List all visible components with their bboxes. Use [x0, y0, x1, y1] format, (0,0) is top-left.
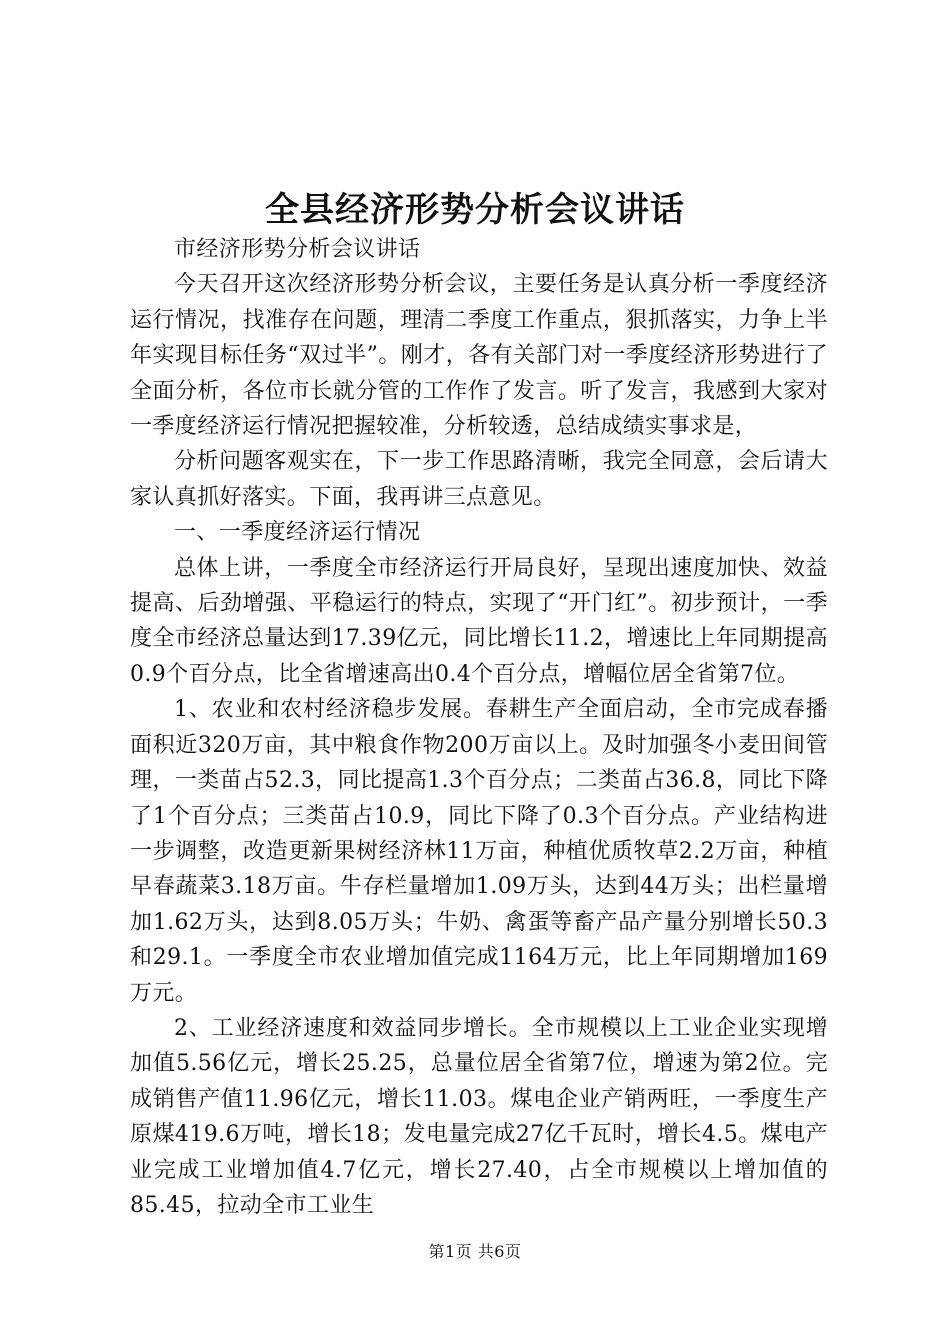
page-number-footer: 第1页 共6页: [428, 1242, 522, 1261]
document-title: 全县经济形势分析会议讲话: [265, 190, 685, 230]
paragraph-agriculture: 1、农业和农村经济稳步发展。春耕生产全面启动，全市完成春播面积近320万亩，其中粮食作物200万亩以上。及时加强冬小麦田间管理，一类苗占52.3，同比提高1.3个百分点；二类苗占36.8，同比下降了1个百分点；三类苗占10.9，同比下降了0.3个百分点。产业结构进一步调整，改造更新果树经济林11万亩，种植优质牧草2.2万亩，种植早春蔬菜3.18万亩。牛存栏量增加1.09万头，达到44万头；出栏量增加1.62万头，达到8.05万头；牛奶、禽蛋等畜产品产量分别增长50.3和29.1。一季度全市农业增加值完成1164万元，比上年同期增加169万元。: [130, 697, 828, 1006]
document-body: [130, 232, 828, 1223]
paragraph-intro-continued: 分析问题客观实在，下一步工作思路清晰，我完全同意，会后请大家认真抓好落实。下面，我再讲三点意见。: [130, 449, 828, 510]
paragraph-overview: 总体上讲，一季度全市经济运行开局良好，呈现出速度加快、效益提高、后劲增强、平稳运行的特点，实现了“开门红”。初步预计，一季度全市经济总量达到17.39亿元，同比增长11.2，增速比上年同期提高0.9个百分点，比全省增速高出0.4个百分点，增幅位居全省第7位。: [130, 555, 828, 687]
paragraph-subtitle: 市经济形势分析会议讲话: [174, 237, 421, 262]
paragraph-industry: 2、工业经济速度和效益同步增长。全市规模以上工业企业实现增加值5.56亿元，增长25.25，总量位居全省第7位，增速为第2位。完成销售产值11.96亿元，增长11.03。煤电企业产销两旺，一季度生产原煤419.6万吨，增长18；发电量完成27亿千瓦时，增长4.5。煤电产业完成工业增加值4.7亿元，增长27.40，占全市规模以上增加值的85.45，拉动全市工业生: [130, 1015, 828, 1218]
paragraph-intro: 今天召开这次经济形势分析会议，主要任务是认真分析一季度经济运行情况，找准存在问题，理清二季度工作重点，狠抓落实，力争上半年实现目标任务“双过半”。刚才，各有关部门对一季度经济形势进行了全面分析，各位市长就分管的工作作了发言。听了发言，我感到大家对一季度经济运行情况把握较准，分析较透，总结成绩实事求是，: [130, 272, 828, 440]
section-heading-1: 一、一季度经济运行情况: [174, 520, 421, 546]
